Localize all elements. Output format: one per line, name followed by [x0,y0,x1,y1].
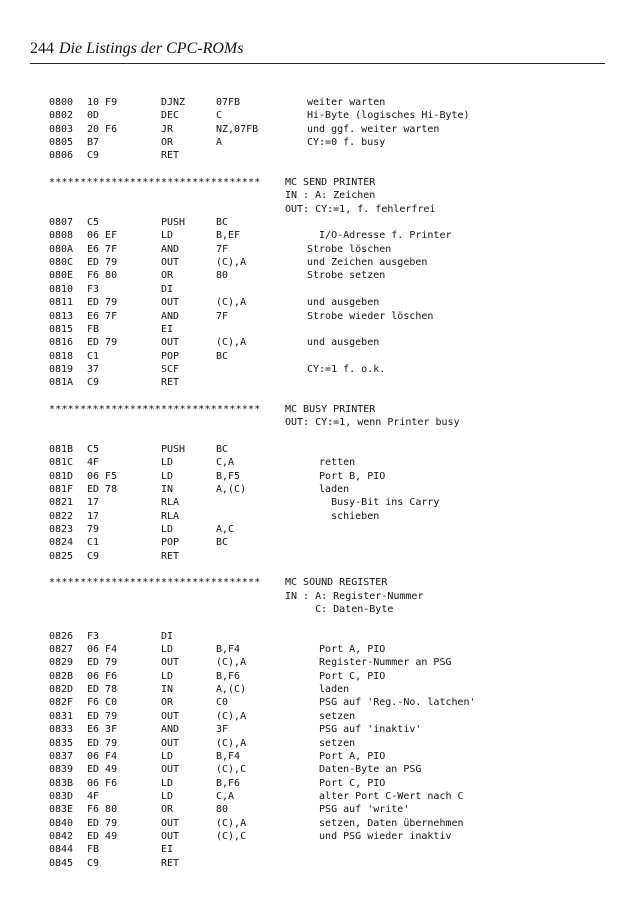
operand: 3F [216,724,229,736]
mnemonic: OUT [161,337,180,349]
hex-bytes: ED 79 [87,257,118,269]
mnemonic: RLA [161,510,180,522]
mnemonic: OUT [161,657,180,669]
hex-bytes: E6 7F [87,310,118,322]
page-header [30,38,605,64]
section-heading: C: Daten-Byte [285,604,394,616]
mnemonic: OR [161,804,174,816]
code-listing [49,96,609,870]
address: 0816 [49,337,74,349]
address: 0844 [49,844,74,856]
listing-row [49,683,609,696]
comment: Port C, PIO [307,777,386,789]
listing-row [49,843,609,856]
hex-bytes: 79 [87,524,100,535]
comment: laden [307,684,350,696]
hex-bytes: E6 3F [87,724,118,736]
operand: B,F5 [216,470,241,482]
hex-bytes: 06 F4 [87,750,118,762]
blank-line [49,163,609,176]
mnemonic: RLA [161,497,180,509]
comment: Strobe wieder löschen [307,310,434,322]
listing-row [49,723,609,736]
address: 0807 [49,217,74,229]
section-heading: MC SOUND REGISTER [285,577,388,589]
address: 080A [49,243,74,255]
address: 0824 [49,537,74,549]
listing-row [49,830,609,843]
address: 081F [49,483,74,495]
hex-bytes: F6 C0 [87,697,118,709]
listing-row [49,96,609,109]
section-heading: MC BUSY PRINTER [285,403,376,415]
address: 083D [49,790,74,802]
mnemonic: POP [161,350,180,362]
blank-line [49,563,609,576]
comment: Strobe löschen [307,243,392,255]
hex-bytes: 37 [87,363,100,375]
mnemonic: AND [161,243,180,255]
address: 0837 [49,750,74,762]
hex-bytes: F6 80 [87,804,118,816]
mnemonic: OUT [161,830,180,842]
mnemonic: EI [161,844,174,856]
mnemonic: RET [161,377,180,389]
address: 0803 [49,123,74,135]
blank-line [49,390,609,403]
listing-row [49,803,609,816]
mnemonic: OUT [161,817,180,829]
mnemonic: PUSH [161,217,186,229]
hex-bytes: ED 78 [87,684,118,696]
address: 0835 [49,737,74,749]
mnemonic: OUT [161,297,180,309]
address: 0806 [49,150,74,162]
comment: Port B, PIO [307,470,386,482]
listing-row [49,350,609,363]
hex-bytes: 06 F4 [87,644,118,656]
address: 082D [49,684,74,696]
hex-bytes: 10 F9 [87,97,118,108]
address: 081D [49,470,74,482]
blank-line [49,616,609,629]
listing-row [49,737,609,750]
mnemonic: OUT [161,710,180,722]
hex-bytes: E6 7F [87,243,118,255]
operand: 80 [216,804,229,816]
address: 0839 [49,764,74,776]
comment: setzen, Daten übernehmen [307,817,464,829]
blank-line [49,430,609,443]
section-heading: IN : A: Register-Nummer [285,590,424,602]
address: 080C [49,257,74,269]
comment: Busy-Bit ins Carry [307,497,440,509]
separator-stars: ********************************** [49,403,261,415]
hex-bytes: ED 79 [87,737,118,749]
hex-bytes: F3 [87,283,100,295]
address: 0819 [49,363,74,375]
hex-bytes: C9 [87,377,100,389]
mnemonic: AND [161,310,180,322]
operand: (C),C [216,830,247,842]
comment: und ausgeben [307,337,380,349]
hex-bytes: 20 F6 [87,123,118,135]
hex-bytes: 06 F6 [87,777,118,789]
hex-bytes: FB [87,844,100,856]
listing-row [49,296,609,309]
listing-row [49,363,609,376]
comment: Port A, PIO [307,750,386,762]
hex-bytes: 17 [87,497,100,509]
operand: B,F6 [216,670,241,682]
hex-bytes: ED 49 [87,830,118,842]
comment: Port C, PIO [307,670,386,682]
comment: CY:=0 f. busy [307,137,386,149]
listing-row [49,496,609,509]
hex-bytes: ED 79 [87,710,118,722]
operand: (C),A [216,257,247,269]
address: 0829 [49,657,74,669]
hex-bytes: F3 [87,630,100,642]
mnemonic: LD [161,777,174,789]
address: 0823 [49,524,74,535]
operand: B,F4 [216,644,241,656]
section-heading-line [49,416,609,429]
section-heading-line [49,403,609,416]
listing-row [49,149,609,162]
listing-row [49,336,609,349]
mnemonic: OUT [161,737,180,749]
separator-stars: ********************************** [49,177,261,189]
comment: und ggf. weiter warten [307,123,440,135]
hex-bytes: 17 [87,510,100,522]
mnemonic: LD [161,750,174,762]
listing-row [49,790,609,803]
operand: (C),A [216,737,247,749]
mnemonic: PUSH [161,443,186,455]
address: 0827 [49,644,74,656]
listing-row [49,323,609,336]
mnemonic: RET [161,857,180,869]
mnemonic: IN [161,483,174,495]
listing-row [49,696,609,709]
listing-row [49,750,609,763]
listing-row [49,456,609,469]
mnemonic: LD [161,230,174,242]
mnemonic: EI [161,323,174,335]
comment: PSG auf 'inaktiv' [307,724,422,736]
address: 0825 [49,550,74,562]
operand: C [216,110,223,122]
operand: (C),A [216,657,247,669]
hex-bytes: C9 [87,857,100,869]
address: 0818 [49,350,74,362]
listing-row [49,310,609,323]
mnemonic: DJNZ [161,97,186,108]
operand: BC [216,537,229,549]
operand: BC [216,350,229,362]
section-heading-line [49,603,609,616]
mnemonic: DI [161,283,174,295]
operand: A,(C) [216,684,247,696]
listing-row [49,643,609,656]
mnemonic: LD [161,470,174,482]
comment: PSG auf 'write' [307,804,410,816]
listing-row [49,670,609,683]
hex-bytes: F6 80 [87,270,118,282]
listing-row [49,523,609,536]
hex-bytes: ED 79 [87,337,118,349]
hex-bytes: 4F [87,790,100,802]
section-heading-line [49,176,609,189]
mnemonic: OUT [161,257,180,269]
comment: setzen [307,737,356,749]
operand: BC [216,443,229,455]
operand: 7F [216,243,229,255]
hex-bytes: ED 49 [87,764,118,776]
listing-row [49,656,609,669]
comment: CY:=1 f. o.k. [307,363,386,375]
operand: B,F6 [216,777,241,789]
listing-row [49,550,609,563]
comment: und ausgeben [307,297,380,309]
address: 082B [49,670,74,682]
listing-row [49,256,609,269]
address: 0800 [49,97,74,108]
listing-row [49,283,609,296]
address: 0826 [49,630,74,642]
hex-bytes: ED 78 [87,483,118,495]
comment: laden [307,483,350,495]
listing-row [49,229,609,242]
mnemonic: OR [161,697,174,709]
hex-bytes: C1 [87,350,100,362]
page-number: 244 [30,40,54,57]
hex-bytes: B7 [87,137,100,149]
listing-row [49,710,609,723]
listing-row [49,269,609,282]
operand: (C),A [216,297,247,309]
section-heading-line [49,189,609,202]
hex-bytes: 06 F6 [87,670,118,682]
address: 0842 [49,830,74,842]
mnemonic: SCF [161,363,180,375]
hex-bytes: C5 [87,443,100,455]
operand: 7F [216,310,229,322]
section-heading: MC SEND PRINTER [285,177,376,189]
listing-row [49,470,609,483]
mnemonic: LD [161,524,174,535]
mnemonic: RET [161,550,180,562]
listing-row [49,763,609,776]
operand: BC [216,217,229,229]
listing-row [49,216,609,229]
hex-bytes: C5 [87,217,100,229]
mnemonic: RET [161,150,180,162]
listing-row [49,630,609,643]
header-rule [30,63,605,64]
page-title: Die Listings der CPC-ROMs [59,40,244,57]
hex-bytes: ED 79 [87,817,118,829]
hex-bytes: ED 79 [87,297,118,309]
address: 0815 [49,323,74,335]
section-heading-line [49,203,609,216]
hex-bytes: C9 [87,150,100,162]
mnemonic: DI [161,630,174,642]
comment: weiter warten [307,97,386,108]
mnemonic: AND [161,724,180,736]
operand: (C),A [216,710,247,722]
comment: setzen [307,710,356,722]
operand: 07FB [216,97,241,108]
operand: 80 [216,270,229,282]
operand: NZ,07FB [216,123,259,135]
address: 081A [49,377,74,389]
listing-row [49,483,609,496]
section-heading: IN : A: Zeichen [285,190,376,202]
address: 0813 [49,310,74,322]
hex-bytes: 06 F5 [87,470,118,482]
address: 081B [49,443,74,455]
address: 0840 [49,817,74,829]
comment: Port A, PIO [307,644,386,656]
hex-bytes: 06 EF [87,230,118,242]
address: 0821 [49,497,74,509]
comment: I/O-Adresse f. Printer [307,230,452,242]
operand: C0 [216,697,229,709]
operand: B,F4 [216,750,241,762]
operand: A,C [216,524,235,535]
address: 0831 [49,710,74,722]
hex-bytes: 4F [87,457,100,469]
listing-row [49,777,609,790]
address: 0802 [49,110,74,122]
address: 080E [49,270,74,282]
operand: (C),A [216,337,247,349]
address: 0808 [49,230,74,242]
comment: Strobe setzen [307,270,386,282]
address: 0811 [49,297,74,309]
mnemonic: LD [161,670,174,682]
comment: Register-Nummer an PSG [307,657,452,669]
operand: C,A [216,457,235,469]
section-heading-line [49,590,609,603]
hex-bytes: ED 79 [87,657,118,669]
address: 0845 [49,857,74,869]
operand: A,(C) [216,483,247,495]
hex-bytes: 0D [87,110,100,122]
listing-row [49,536,609,549]
mnemonic: JR [161,123,174,135]
hex-bytes: FB [87,323,100,335]
mnemonic: LD [161,644,174,656]
address: 0822 [49,510,74,522]
listing-row [49,376,609,389]
address: 083B [49,777,74,789]
address: 0805 [49,137,74,149]
operand: A [216,137,223,149]
address: 082F [49,697,74,709]
address: 083E [49,804,74,816]
mnemonic: POP [161,537,180,549]
separator-stars: ********************************** [49,577,261,589]
comment: schieben [307,510,380,522]
mnemonic: IN [161,684,174,696]
listing-row [49,817,609,830]
operand: C,A [216,790,235,802]
comment: PSG auf 'Reg.-No. latchen' [307,697,476,709]
section-heading-line [49,576,609,589]
comment: alter Port C-Wert nach C [307,790,464,802]
comment: retten [307,457,356,469]
listing-row [49,857,609,870]
listing-row [49,123,609,136]
section-heading: OUT: CY:=1, f. fehlerfrei [285,203,436,215]
mnemonic: OR [161,270,174,282]
mnemonic: LD [161,457,174,469]
mnemonic: LD [161,790,174,802]
listing-row [49,136,609,149]
comment: und PSG wieder inaktiv [307,830,452,842]
listing-row [49,243,609,256]
section-heading: OUT: CY:=1, wenn Printer busy [285,417,460,429]
address: 0810 [49,283,74,295]
listing-row [49,510,609,523]
operand: (C),A [216,817,247,829]
address: 0833 [49,724,74,736]
address: 081C [49,457,74,469]
mnemonic: OR [161,137,174,149]
comment: und Zeichen ausgeben [307,257,428,269]
listing-row [49,443,609,456]
listing-row [49,109,609,122]
comment: Daten-Byte an PSG [307,764,422,776]
operand: (C),C [216,764,247,776]
mnemonic: OUT [161,764,180,776]
hex-bytes: C1 [87,537,100,549]
operand: B,EF [216,230,241,242]
comment: Hi-Byte (logisches Hi-Byte) [307,110,470,122]
hex-bytes: C9 [87,550,100,562]
mnemonic: DEC [161,110,180,122]
